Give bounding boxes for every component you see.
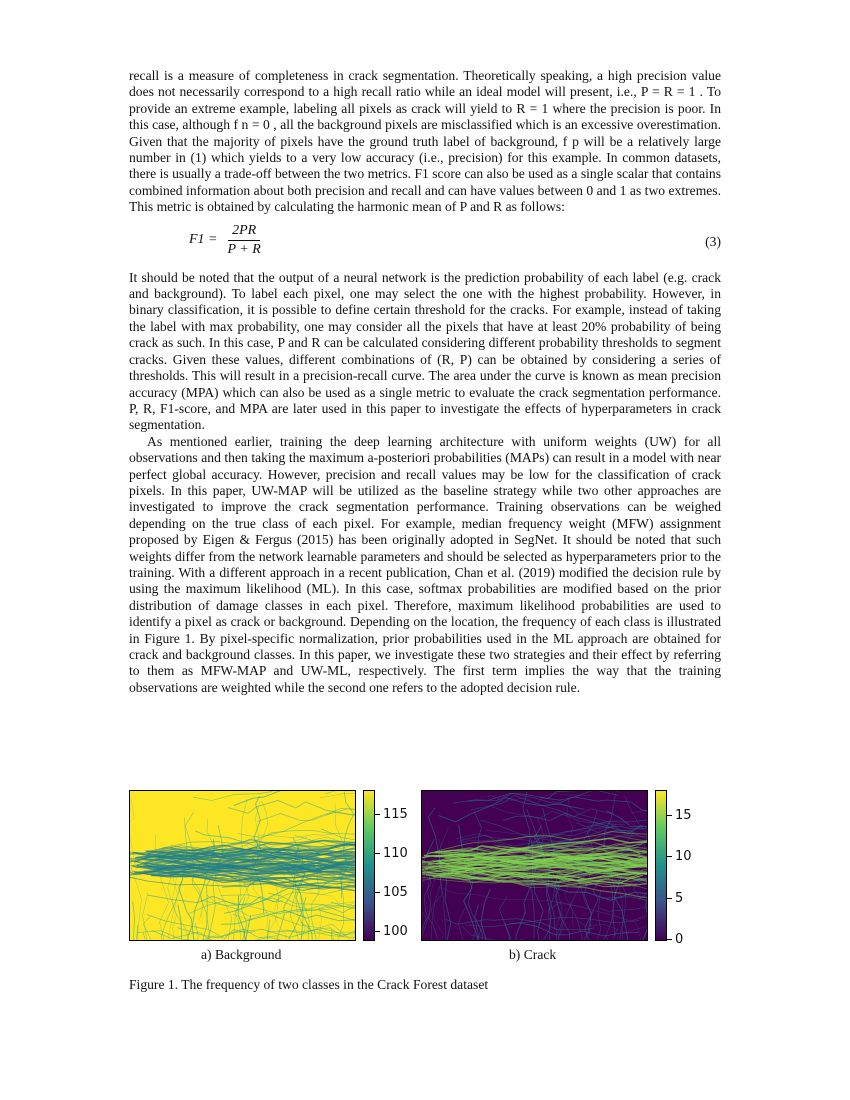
background-colorbar-tick-mark	[375, 892, 380, 893]
paragraph-3: As mentioned earlier, training the deep learning architecture with uniform weights (UW) for all observations and then taking the maximum a-posteriori probabilities (MAPs) can result in a model with near perfect global accuracy. However, precision and recall values may be low for the classification of crack pixels. In this paper, UW-MAP will be utilized as the baseline strategy while two other approaches are investigated to improve the crack segmentation performance. Training observations can be weighed depending on the true class of each pixel. For example, median frequency weight (MFW) assignment proposed by Eigen & Fergus (2015) has been originally adopted in SegNet. It should be noted that such weights differ from the network learnable parameters and should be selected as hyperparameters prior to the training. With a different approach in a recent publication, Chan et al. (2019) modified the decision rule by using the maximum likelihood (ML). In this case, softmax probabilities are modified based on the prior distribution of damage classes in each pixel. Therefore, maximum likelihood probabilities are used to identify a pixel as crack or background. Depending on the location, the frequency of each class is illustrated in Figure 1. By pixel-specific normalization, prior probabilities used in the ML approach are obtained for crack and background classes. In this paper, we investigate these two strategies and their effect by referring to them as MFW-MAP and UW-ML, respectively. The first term implies the way that the training observations are weighted while the second one refers to the adopted decision rule.	[129, 433, 721, 695]
background-colorbar-tick-mark	[375, 814, 380, 815]
equation-f1	[129, 220, 721, 266]
equation-numerator: 2PR	[228, 223, 260, 241]
background-colorbar-tick-mark	[375, 853, 380, 854]
crack-colorbar-tick-mark	[667, 815, 672, 816]
crack-colorbar	[655, 790, 667, 941]
equation-denominator: P + R	[227, 241, 261, 257]
background-colorbar-tick-mark	[375, 931, 380, 932]
panel-b-label: b) Crack	[509, 947, 557, 962]
crack-frequency-heatmap	[421, 790, 648, 941]
crack-colorbar-tick-label: 15	[675, 807, 692, 823]
panel-a-label: a) Background	[201, 947, 282, 962]
page-body	[129, 68, 721, 696]
crack-colorbar-tick-label: 10	[675, 849, 692, 865]
background-colorbar-tick-label: 105	[383, 884, 408, 900]
crack-colorbar-tick-label: 0	[675, 932, 684, 947]
figure-caption: Figure 1. The frequency of two classes in the Crack Forest dataset	[129, 977, 489, 992]
background-colorbar	[363, 790, 375, 941]
equation-lhs: F1 =	[189, 232, 218, 248]
crack-colorbar-tick-label: 5	[675, 890, 684, 906]
equation-number: (3)	[705, 233, 721, 249]
crack-colorbar-tick-mark	[667, 856, 672, 857]
equation-fraction	[224, 223, 265, 258]
background-colorbar-tick-label: 100	[383, 924, 408, 940]
paragraph-2: It should be noted that the output of a neural network is the prediction probability of each label (e.g. crack and background). To label each pixel, one may select the one with the highest probability. However, in binary classification, it is possible to define certain threshold for the cracks. For example, instead of taking the label with max probability, one may consider all the pixels that have at least 20% probability of being crack as such. In this case, P and R can be calculated considering different probability thresholds to segment cracks. Given these values, different combinations of (R, P) can be obtained by considering a series of thresholds. This will result in a precision-recall curve. The area under the curve is known as mean precision accuracy (MPA) which can also be used as a single metric to evaluate the crack segmentation performance. P, R, F1-score, and MPA are later used in this paper to investigate the effects of hyperparameters in crack segmentation.	[129, 269, 721, 433]
crack-colorbar-tick-mark	[667, 939, 672, 940]
background-frequency-heatmap	[129, 790, 356, 941]
crack-colorbar-tick-mark	[667, 898, 672, 899]
background-colorbar-tick-label: 110	[383, 845, 408, 861]
paragraph-1: recall is a measure of completeness in crack segmentation. Theoretically speaking, a high precision value does not necessarily correspond to a high recall ratio while an ideal model will present, i.e., P = R = 1 . To provide an extreme example, labeling all pixels as crack will yield to R = 1 where the precision is poor. In this case, although f n = 0 , all the background pixels are misclassified which is an excessive overestimation. Given that the majority of pixels have the ground truth label of background, f p will be a relatively large number in (1) which yields to a very low accuracy (i.e., precision) for this example. In common datasets, there is usually a trade-off between the two metrics. F1 score can also be used as a single scalar that contains combined information about both precision and recall and can have values between 0 and 1 as two extremes. This metric is obtained by calculating the harmonic mean of P and R as follows:	[129, 68, 721, 215]
background-colorbar-tick-label: 115	[383, 806, 408, 822]
